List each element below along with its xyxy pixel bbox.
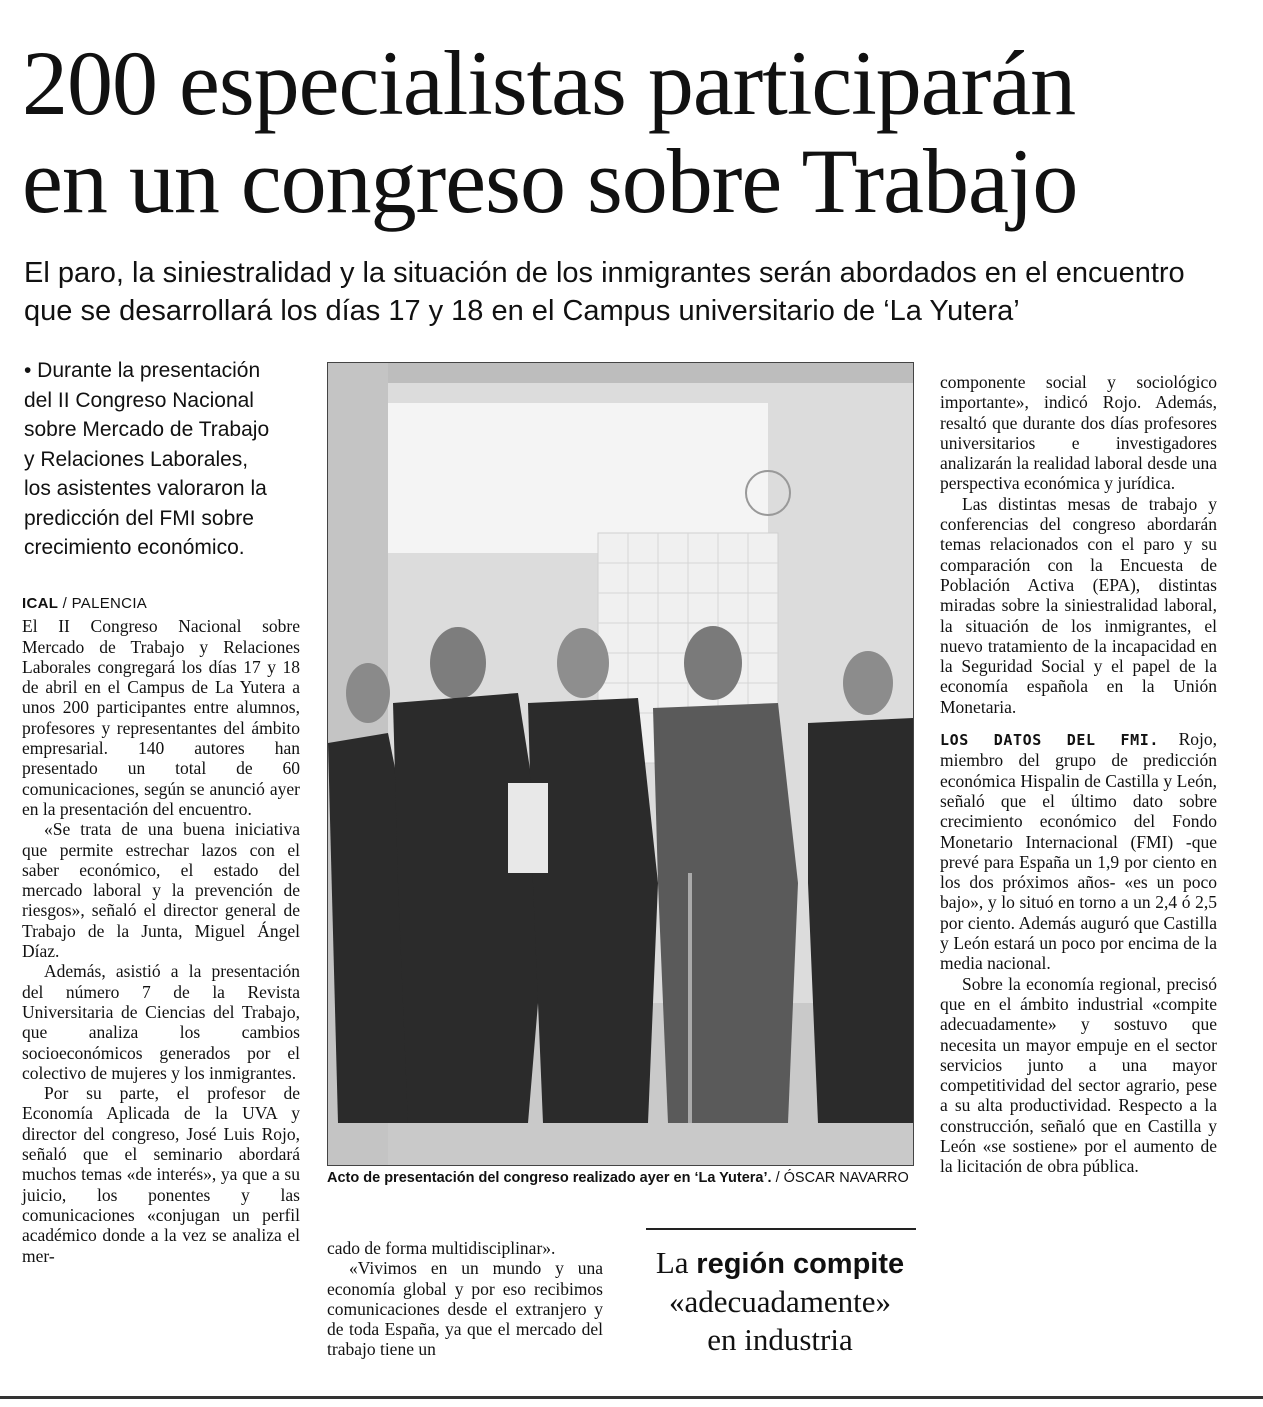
pullquote-line-1 — [620, 1244, 940, 1283]
subtitle-line-2: que se desarrollará los días 17 y 18 en el Campus universitario de ‘La Yutera’ — [24, 295, 1020, 327]
lead-line: y Relaciones Laborales, — [24, 447, 249, 471]
photo-credit: / ÓSCAR NAVARRO — [775, 1170, 909, 1186]
paragraph: componente social y sociológico importante», indicó Rojo. Además, resaltó que durante dos días profesores universitarios e investigadores analizarán la realidad laboral desde una perspectiva económica y jurídica. — [940, 372, 1217, 494]
lead-line: sobre Mercado de Trabajo — [24, 418, 270, 441]
paragraph: Sobre la economía regional, precisó que en el ámbito industrial «compite adecuadamente» y sostuvo que necesita un mayor empuje en el sector servicios junto a una mayor competitividad del sector agrario, pese a su alta productividad. Respecto a la construcción, señaló que en Castilla y León «se sostiene» por el aumento de la licitación de obra pública. — [940, 973, 1217, 1177]
paragraph: Rojo, miembro del grupo de predicción económica Hispalin de Castilla y León, señaló que el último dato sobre crecimiento económico del Fondo Monetario Internacional (FMI) -que prevé para España un 1,9 por ciento en los dos próximos años- «es un poco bajo», y lo situó en torno a un 2,4 ó 2,5 por ciento. Además auguró que Castilla y León estará un poco por encima de la media nacional. — [940, 729, 1218, 974]
pullquote-plain: La — [655, 1245, 689, 1280]
photo-illustration — [328, 363, 913, 1165]
paragraph: Por su parte, el profesor de Economía Aplicada de la UVA y director del congreso, José Luis Rojo, señaló que el seminario abordará muchos temas «de interés», ya que a su juicio, los ponentes y las comunicaciones «conjugan un perfil académico donde a la vez se analiza el mer- — [22, 1083, 300, 1266]
lead-summary — [24, 356, 294, 563]
section-heading: LOS DATOS DEL FMI. — [940, 731, 1159, 750]
paragraph: Además, asistió a la presentación del número 7 de la Revista Universitaria de Ciencias del Trabajo, que analiza los cambios socioeconómicos generados por el colectivo de mujeres y los inmigrantes. — [22, 961, 300, 1083]
pullquote-line-2: «adecuadamente» — [668, 1284, 892, 1319]
caption-text: Acto de presentación del congreso realizado ayer en ‘La Yutera’. — [327, 1170, 772, 1186]
news-photo — [327, 362, 914, 1166]
pullquote-line-3: en industria — [707, 1322, 853, 1357]
lead-line: predicción del FMI sobre — [24, 506, 254, 530]
paragraph: «Se trata de una buena iniciativa que permite estrechar lazos con el saber económico, el estado del mercado laboral y la prevención de riesgos», señaló el director general de Trabajo de la Junta, Miguel Ángel Díaz. — [22, 819, 300, 962]
pullquote-rule — [646, 1228, 916, 1230]
pullquote-bold: región compite — [696, 1248, 905, 1280]
headline — [22, 34, 1242, 230]
pullquote — [620, 1244, 940, 1359]
paragraph: El II Congreso Nacional sobre Mercado de Trabajo y Relaciones Laborales congregará los días 17 y 18 de abril en el Campus de La Yutera a unos 200 participantes entre alumnos, profesores y representantes del ámbito empresarial. 140 autores han presentado un total de 60 comunicaciones, según se anunció ayer en la presentación del encuentro. — [22, 616, 300, 819]
paragraph: Las distintas mesas de trabajo y conferencias del congreso abordarán temas relacionados con el paro y su comparación con la Encuesta de Población Activa (EPA), distintas miradas sobre la siniestralidad laboral, la situación de los inmigrantes, el nuevo tratamiento de la incapacidad en la Seguridad Social y el papel de la economía española en la Unión Monetaria. — [940, 493, 1217, 717]
photo-caption — [327, 1170, 917, 1186]
article-column-1 — [22, 594, 300, 1266]
lead-line: del II Congreso Nacional — [24, 388, 254, 412]
byline-agency: ICAL — [22, 595, 59, 612]
headline-line-1: 200 especialistas participarán — [22, 32, 1076, 134]
byline — [22, 594, 300, 614]
paragraph: «Vivimos en un mundo y una economía global y por eso recibimos comunicaciones desde el extranjero y de toda España, ya que el mercado del trabajo tiene un — [327, 1258, 603, 1360]
paragraph: cado de forma multidisciplinar». — [327, 1238, 556, 1258]
bottom-rule — [0, 1396, 1263, 1399]
headline-line-2: en un congreso sobre Trabajo — [22, 130, 1078, 232]
article-column-3 — [940, 372, 1217, 1177]
lead-line: los asistentes valoraron la — [24, 477, 267, 500]
subtitle — [24, 254, 1239, 330]
lead-line: crecimiento económico. — [24, 536, 245, 559]
article-column-2 — [327, 1238, 603, 1360]
byline-place: / PALENCIA — [62, 595, 148, 612]
lead-line: • Durante la presentación — [24, 359, 261, 382]
subtitle-line-1: El paro, la siniestralidad y la situación de los inmigrantes serán abordados en el encuentro — [24, 257, 1185, 289]
